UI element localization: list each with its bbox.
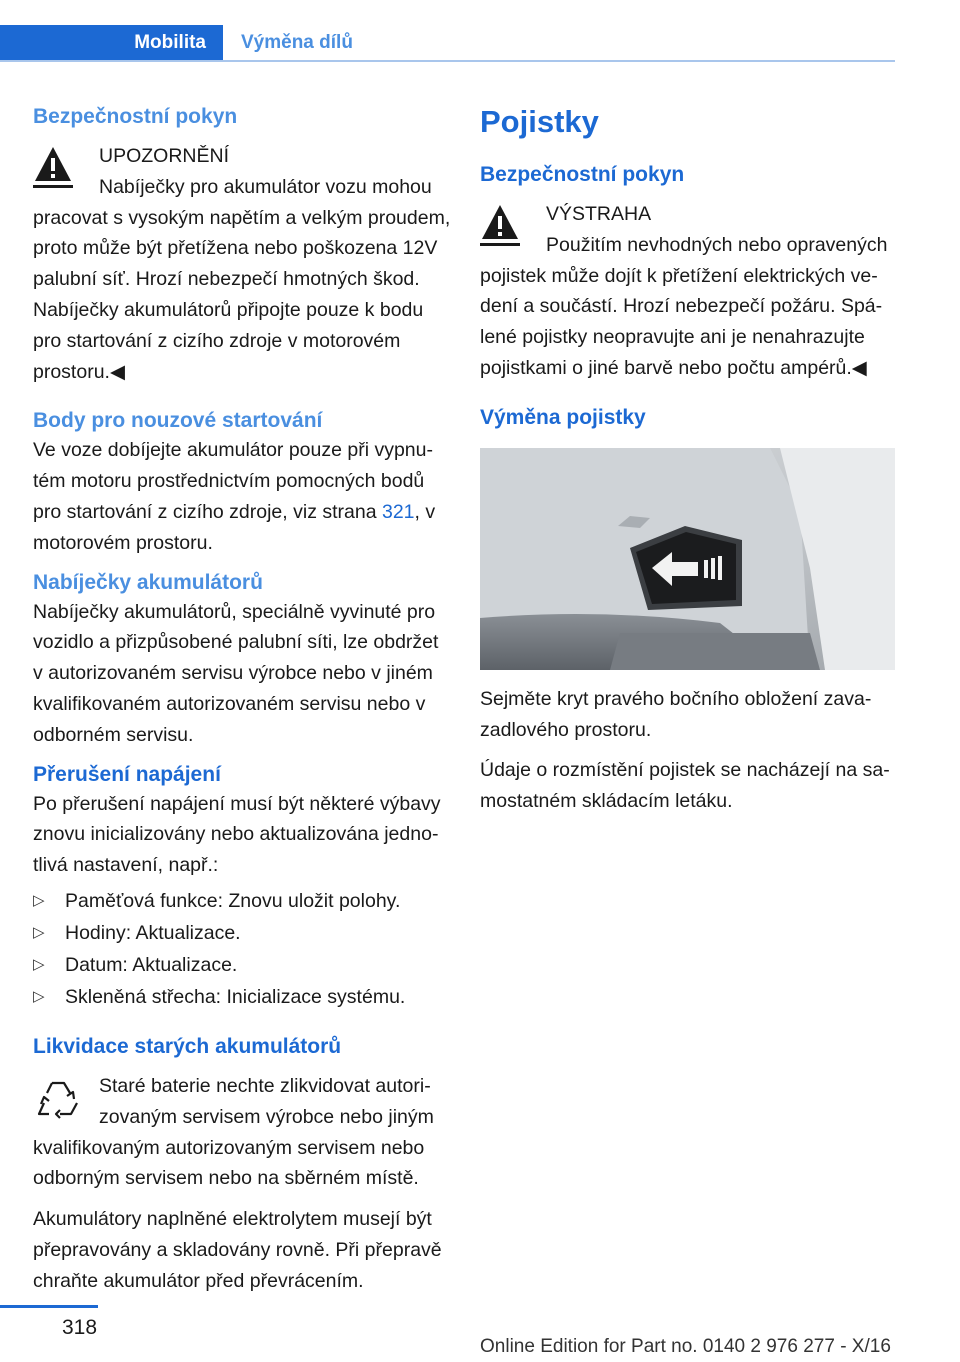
warning-triangle-icon [480, 203, 520, 247]
bullet-triangle-icon: ▷ [33, 987, 45, 1005]
warning-triangle-icon [33, 145, 73, 189]
fuses-title: Pojistky [480, 104, 599, 139]
recycle-icon [33, 1077, 83, 1127]
warning-note-left [33, 141, 451, 387]
bullet-triangle-icon: ▷ [33, 955, 45, 973]
replace-text-2: Údaje o rozmístění pojistek se nacházejí na samostatném skládacím letáku. [480, 759, 890, 813]
list-item: ▷ Skleněná střecha: Inicializace systému. [33, 981, 451, 1013]
header-tabs [0, 25, 353, 60]
warning-label: VÝSTRAHA [546, 203, 652, 225]
warning-label: UPOZORNĚNÍ [99, 145, 230, 167]
replace-text-1: Sejměte kryt pravého bočního obložení zavazadlového prostoru. [480, 687, 872, 741]
bullet-list [33, 885, 451, 1013]
jump-start-text: Ve voze dobíjejte akumulátor pouze při vypnutém motoru prostřednictvím pomocných bodů pro startování z cizího zdroje, viz strana 321, v motorovém prostoru. [33, 439, 436, 554]
replace-fuse-heading: Výměna pojistky [480, 405, 646, 429]
left-column [33, 103, 451, 1297]
warning-text: Použitím nevhodných nebo opravených pojistek může dojít k přetížení elektrických vedení a součástí. Hrozí nebezpečí požáru. Spálené pojistky neopravujte ani je nenahrazujte pojistkami o jiné barvě nebo počtu ampérů.◀ [480, 233, 888, 379]
page-number: 318 [62, 1316, 98, 1339]
page-link[interactable]: 321 [381, 500, 415, 523]
jump-start-heading: Body pro nouzové startování [33, 409, 323, 433]
power-interrupt-heading: Přerušení napájení [33, 762, 221, 786]
chargers-heading: Nabíječky akumulátorů [33, 570, 263, 594]
disposal-text-2: Akumulátory naplněné elektrolytem musejí být přepravovány a skladovány rovně. Při přepravě chraňte akumulátor před převrácením. [33, 1208, 442, 1292]
chargers-text: Nabíječky akumulátorů, speciálně vyvinuté pro vozidlo a přizpůsobené palubní síti, lze obdržet v autorizovaném servisu výrobce nebo v jiném kvalifikovaném autorizovaném servisu nebo v odborném servisu. [33, 600, 439, 746]
disposal-text: Staré baterie nechte zlikvidovat autorizovaným servisem výrobce nebo jiným kvalifikovaným autorizovaným servisem nebo odborným servisem nebo na sběrném místě. [33, 1074, 434, 1190]
power-interrupt-text: Po přerušení napájení musí být některé výbavy znovu inicializovány nebo aktualizována jednotlivá nastavení, např.: [33, 792, 441, 877]
trunk-panel-photo [480, 448, 895, 670]
list-item: ▷ Hodiny: Aktualizace. [33, 917, 451, 949]
edition-note: Online Edition for Part no. 0140 2 976 277 - X/16 [480, 1336, 891, 1357]
tab-mobilita[interactable]: Mobilita [0, 25, 223, 60]
bullet-triangle-icon: ▷ [33, 891, 45, 909]
safety-heading-left: Bezpečnostní pokyn [33, 105, 238, 128]
warning-note-right [480, 199, 898, 384]
recycle-note [33, 1071, 451, 1194]
header-divider [0, 60, 895, 62]
list-item: ▷ Datum: Aktualizace. [33, 949, 451, 981]
right-column [480, 103, 898, 817]
disposal-heading: Likvidace starých akumulátorů [33, 1034, 342, 1058]
bullet-triangle-icon: ▷ [33, 923, 45, 941]
list-item: ▷ Paměťová funkce: Znovu uložit polohy. [33, 885, 451, 917]
tab-vymena-dilu[interactable]: Výměna dílů [241, 31, 353, 53]
safety-heading-right: Bezpečnostní pokyn [480, 163, 685, 186]
warning-text: Nabíječky pro akumulátor vozu mohou pracovat s vysokým napětím a velkým proudem, proto může být přetížena nebo poškozena 12V palubní síť. Hrozí nebezpečí hmotných škod. Nabíječky akumulátorů připojte pouze k bodu pro startování z cizího zdroje v motorovém prostoru.◀ [33, 175, 451, 383]
footer-divider [0, 1305, 98, 1308]
